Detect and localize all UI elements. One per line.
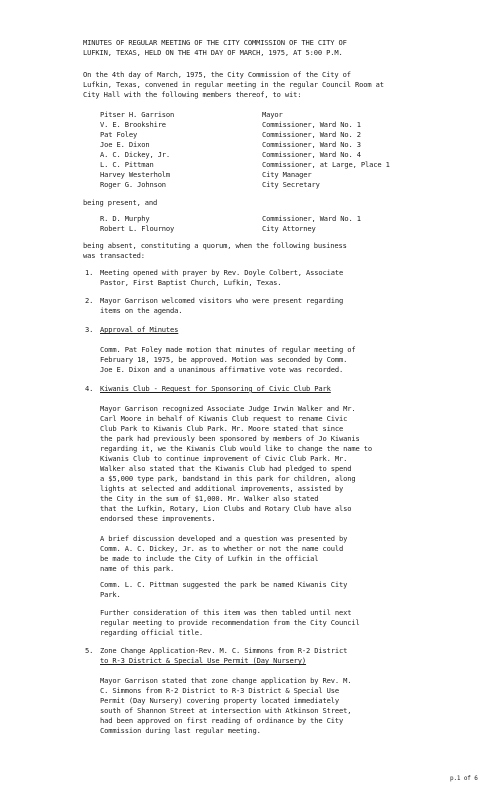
item-text-line: Mayor Garrison stated that zone change application by Rev. M.	[100, 676, 352, 685]
member-title: Commissioner, Ward No. 1	[262, 120, 361, 129]
item-text-line: lights at selected and additional improvements, assisted by	[100, 484, 344, 493]
item-text-line: Park.	[100, 590, 121, 599]
item-text-line: C. Simmons from R-2 District to R-3 District & Special Use	[100, 686, 340, 695]
item-number: 1.	[85, 268, 94, 277]
member-title: City Manager	[262, 170, 312, 179]
minutes-heading-line-2: LUFKIN, TEXAS, HELD ON THE 4TH DAY OF MARCH, 1975, AT 5:00 P.M.	[83, 48, 343, 57]
item-text-line: Comm. A. C. Dickey, Jr. as to whether or not the name could	[100, 544, 344, 553]
item-text-line: a $5,000 type park, bandstand in this park for children, along	[100, 474, 356, 483]
member-name: Joe E. Dixon	[100, 140, 150, 149]
member-title: Commissioner, Ward No. 2	[262, 130, 361, 139]
member-title: City Attorney	[262, 224, 316, 233]
item-text-line: the park had previously been sponsored by members of Jo Kiwanis	[100, 434, 360, 443]
item-title: Approval of Minutes	[100, 325, 179, 334]
item-title-line: to R-3 District & Special Use Permit (Day Nursery)	[100, 656, 307, 665]
item-text-line: endorsed these improvements.	[100, 514, 216, 523]
member-name: Pitser H. Garrison	[100, 110, 175, 119]
item-title-line: Zone Change Application-Rev. M. C. Simmons from R-2 District	[100, 646, 348, 655]
intro-line-3: City Hall with the following members thereof, to wit:	[83, 90, 302, 99]
item-text-line: regular meeting to provide recommendation from the City Council	[100, 618, 360, 627]
quorum-line-2: was transacted:	[83, 251, 145, 260]
item-text-line: that the Lufkin, Rotary, Lion Clubs and Rotary Club have also	[100, 504, 352, 513]
member-name: Harvey Westerholm	[100, 170, 171, 179]
member-name: Pat Foley	[100, 130, 138, 139]
item-text-line: Carl Moore in behalf of Kiwanis Club request to rename Civic	[100, 414, 348, 423]
item-text-line: Mayor Garrison recognized Associate Judge Irwin Walker and Mr.	[100, 404, 356, 413]
item-text-line: Club Park to Kiwanis Club Park. Mr. Moore stated that since	[100, 424, 344, 433]
item-text-line: items on the agenda.	[100, 306, 183, 315]
member-name: A. C. Dickey, Jr.	[100, 150, 171, 159]
item-text-line: Meeting opened with prayer by Rev. Doyle Colbert, Associate	[100, 268, 344, 277]
member-title: Commissioner, Ward No. 1	[262, 214, 361, 223]
item-text-line: name of this park.	[100, 564, 175, 573]
item-text-line: Permit (Day Nursery) covering property located immediately	[100, 696, 340, 705]
item-number: 3.	[85, 325, 94, 334]
item-text-line: Kiwanis Club to continue improvement of Civic Club Park. Mr.	[100, 454, 348, 463]
member-title: Commissioner, at Large, Place 1	[262, 160, 390, 169]
item-text-line: Mayor Garrison welcomed visitors who were present regarding	[100, 296, 344, 305]
member-name: Roger G. Johnson	[100, 180, 166, 189]
item-text-line: Joe E. Dixon and a unanimous affirmative vote was recorded.	[100, 365, 344, 374]
member-title: Mayor	[262, 110, 283, 119]
item-text-line: Commission during last regular meeting.	[100, 726, 261, 735]
quorum-line-1: being absent, constituting a quorum, when the following business	[83, 241, 347, 250]
item-text-line: had been approved on first reading of ordinance by the City	[100, 716, 344, 725]
minutes-heading-line-1: MINUTES OF REGULAR MEETING OF THE CITY COMMISSION OF THE CITY OF	[83, 38, 347, 47]
item-number: 4.	[85, 384, 94, 393]
member-title: City Secretary	[262, 180, 320, 189]
item-text-line: Comm. Pat Foley made motion that minutes of regular meeting of	[100, 345, 356, 354]
item-number: 2.	[85, 296, 94, 305]
member-title: Commissioner, Ward No. 4	[262, 150, 361, 159]
member-name: R. D. Murphy	[100, 214, 150, 223]
item-text-line: Comm. L. C. Pittman suggested the park be named Kiwanis City	[100, 580, 348, 589]
item-text-line: Further consideration of this item was then tabled until next	[100, 608, 352, 617]
item-text-line: A brief discussion developed and a question was presented by	[100, 534, 348, 543]
item-text-line: south of Shannon Street at intersection with Atkinson Street,	[100, 706, 352, 715]
item-text-line: be made to include the City of Lufkin in the official	[100, 554, 319, 563]
member-name: V. E. Brookshire	[100, 120, 166, 129]
member-title: Commissioner, Ward No. 3	[262, 140, 361, 149]
item-text-line: regarding it, we the Kiwanis Club would like to change the name to	[100, 444, 372, 453]
page-mark: p.1 of 6	[450, 775, 478, 782]
item-title: Kiwanis Club - Request for Sponsoring of Civic Club Park	[100, 384, 331, 393]
item-number: 5.	[85, 646, 94, 655]
intro-line-1: On the 4th day of March, 1975, the City Commission of the City of	[83, 70, 351, 79]
item-text-line: Walker also stated that the Kiwanis Club had pledged to spend	[100, 464, 352, 473]
item-text-line: the City in the sum of $1,000. Mr. Walker also stated	[100, 494, 319, 503]
absent-label: being present, and	[83, 198, 158, 207]
item-text-line: February 18, 1975, be approved. Motion was seconded by Comm.	[100, 355, 348, 364]
member-name: Robert L. Flournoy	[100, 224, 175, 233]
intro-line-2: Lufkin, Texas, convened in regular meeting in the regular Council Room at	[83, 80, 384, 89]
item-text-line: Pastor, First Baptist Church, Lufkin, Texas.	[100, 278, 282, 287]
member-name: L. C. Pittman	[100, 160, 154, 169]
item-text-line: regarding official title.	[100, 628, 204, 637]
